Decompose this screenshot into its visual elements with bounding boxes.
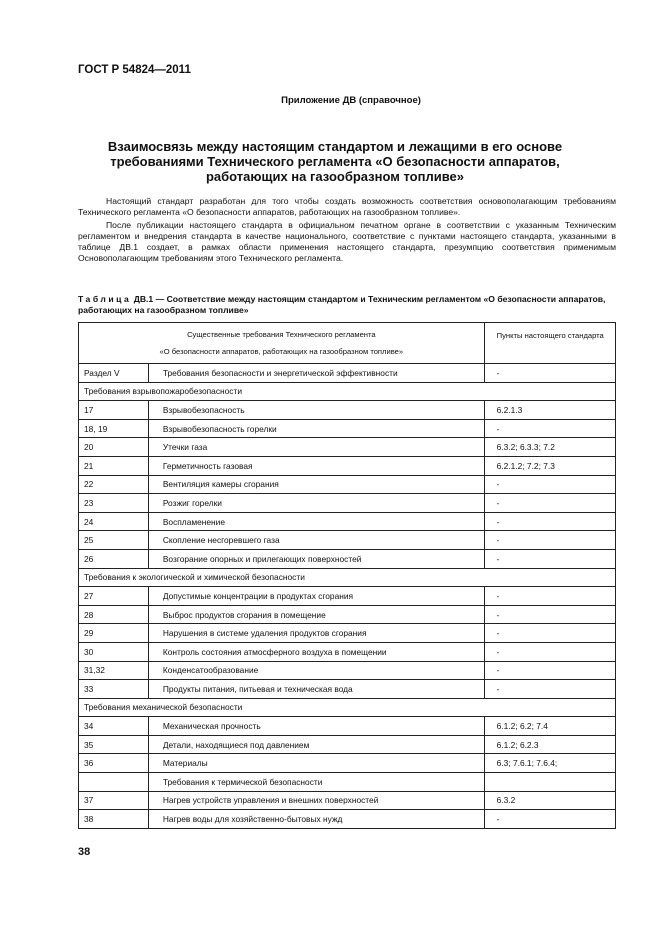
requirement-number: 23 <box>79 494 149 513</box>
standard-clause: 6.2.1.3 <box>484 401 615 420</box>
page-title <box>100 139 570 184</box>
standard-clause: - <box>484 605 615 624</box>
table-caption-label: Таблица <box>78 294 132 304</box>
table-row <box>79 754 616 773</box>
table-section-row <box>79 698 616 717</box>
requirement-text: Контроль состояния атмосферного воздуха в помещении <box>148 642 484 661</box>
requirement-text: Нагрев воды для хозяйственно-бытовых нужд <box>148 810 484 829</box>
table-row <box>79 624 616 643</box>
requirement-number: 34 <box>79 717 149 736</box>
standard-clause: - <box>484 642 615 661</box>
requirement-number: 33 <box>79 680 149 699</box>
requirement-number: 30 <box>79 642 149 661</box>
requirement-text: Нарушения в системе удаления продуктов сгорания <box>148 624 484 643</box>
table-row <box>79 791 616 810</box>
standard-clause: - <box>484 419 615 438</box>
section-heading: Требования взрывопожаробезопасности <box>79 382 616 401</box>
standard-designation: ГОСТ Р 54824—2011 <box>78 64 191 76</box>
requirement-number: 37 <box>79 791 149 810</box>
standard-clause: - <box>484 810 615 829</box>
requirement-text: Вентиляция камеры сгорания <box>148 475 484 494</box>
standard-clause: - <box>484 494 615 513</box>
standard-clause: - <box>484 364 615 383</box>
standard-clause: - <box>484 549 615 568</box>
requirement-text: Герметичность газовая <box>148 456 484 475</box>
standard-clause: - <box>484 624 615 643</box>
table-row <box>79 512 616 531</box>
title-line: работающих на газообразном топливе» <box>205 169 465 184</box>
appendix-label: Приложение ДВ (справочное) <box>281 95 421 106</box>
requirement-text: Взрывобезопасность горелки <box>148 419 484 438</box>
standard-clause: 6.1.2; 6.2.3 <box>484 735 615 754</box>
requirement-text: Скопление несгоревшего газа <box>148 531 484 550</box>
requirement-text: Механическая прочность <box>148 717 484 736</box>
intro-paragraph: Настоящий стандарт разработан для того чтобы создать возможность соответствия основополагающим требованиям Технического регламента «О безопасности аппаратов, работающих на газообразном топливе». <box>78 196 616 217</box>
requirement-number: 28 <box>79 605 149 624</box>
table-section-row <box>79 382 616 401</box>
requirement-number: 38 <box>79 810 149 829</box>
header-requirements-line: «О безопасности аппаратов, работающих на газообразном топливе» <box>159 347 404 356</box>
presumption-paragraph: После публикации настоящего стандарта в официальном печатном органе в соответствии с указанным Техническим регламентом и внедрения стандарта в качестве национального, соответствие с пунктами настоящего стандарта, указанными в таблице ДВ.1 создает, в рамках области применения настоящего стандарта, презумпцию соответствия применимым Основополагающим требованиям этого Технического регламента. <box>78 220 616 263</box>
requirement-text: Взрывобезопасность <box>148 401 484 420</box>
requirement-text: Нагрев устройств управления и внешних поверхностей <box>148 791 484 810</box>
standard-clause: - <box>484 661 615 680</box>
standard-clause: 6.3.2; 6.3.3; 7.2 <box>484 438 615 457</box>
standard-clause: - <box>484 680 615 699</box>
table-row <box>79 717 616 736</box>
requirement-text: Выброс продуктов сгорания в помещение <box>148 605 484 624</box>
table-row <box>79 531 616 550</box>
requirement-number: 20 <box>79 438 149 457</box>
table-row <box>79 587 616 606</box>
requirement-number: 29 <box>79 624 149 643</box>
table-body <box>79 364 616 829</box>
table-caption-text: ДВ.1 — Соответствие между настоящим стандартом и Техническим регламентом «О безопасности аппаратов, работающих на газообразном топливе» <box>78 294 606 315</box>
requirement-text: Продукты питания, питьевая и техническая вода <box>148 680 484 699</box>
requirement-number: Раздел V <box>79 364 149 383</box>
standard-clause: - <box>484 475 615 494</box>
requirement-text: Детали, находящиеся под давлением <box>148 735 484 754</box>
requirement-number: 26 <box>79 549 149 568</box>
section-heading: Требования к экологической и химической безопасности <box>79 568 616 587</box>
requirement-text: Возгорание опорных и прилегающих поверхностей <box>148 549 484 568</box>
table-row <box>79 401 616 420</box>
requirement-number: 18, 19 <box>79 419 149 438</box>
standard-clause: 6.1.2; 6.2; 7.4 <box>484 717 615 736</box>
requirement-text: Розжиг горелки <box>148 494 484 513</box>
table-row <box>79 735 616 754</box>
title-line: требованиями Технического регламента «О безопасности аппаратов, <box>110 154 560 169</box>
table-row <box>79 680 616 699</box>
table-row <box>79 438 616 457</box>
requirements-table <box>78 322 616 829</box>
header-requirements-line: Существенные требования Технического регламента <box>187 330 376 339</box>
requirement-text: Конденсатообразование <box>148 661 484 680</box>
header-requirements <box>79 323 485 364</box>
table-row <box>79 494 616 513</box>
standard-clause: 6.3.2 <box>484 791 615 810</box>
requirement-text: Допустимые концентрации в продуктах сгорания <box>148 587 484 606</box>
table-row <box>79 661 616 680</box>
requirement-text: Требования к термической безопасности <box>148 773 484 792</box>
requirement-text: Утечки газа <box>148 438 484 457</box>
requirement-number: 21 <box>79 456 149 475</box>
standard-clause: - <box>484 512 615 531</box>
requirement-number: 27 <box>79 587 149 606</box>
table-row <box>79 642 616 661</box>
requirement-number: 24 <box>79 512 149 531</box>
requirement-text: Требования безопасности и энергетической эффективности <box>148 364 484 383</box>
standard-clause: 6.2.1.2; 7.2; 7.3 <box>484 456 615 475</box>
requirement-text: Воспламенение <box>148 512 484 531</box>
requirement-number: 22 <box>79 475 149 494</box>
standard-clause: - <box>484 587 615 606</box>
requirement-number <box>79 773 149 792</box>
requirement-number: 36 <box>79 754 149 773</box>
table-row <box>79 364 616 383</box>
standard-clause <box>484 773 615 792</box>
table-row <box>79 810 616 829</box>
table-section-row <box>79 568 616 587</box>
requirement-number: 17 <box>79 401 149 420</box>
section-heading: Требования механической безопасности <box>79 698 616 717</box>
requirement-number: 35 <box>79 735 149 754</box>
page-number: 38 <box>78 846 91 858</box>
table-caption <box>78 294 616 316</box>
requirement-number: 25 <box>79 531 149 550</box>
title-line: Взаимосвязь между настоящим стандартом и лежащими в его основе <box>107 139 563 154</box>
table-row <box>79 549 616 568</box>
table-row <box>79 475 616 494</box>
requirement-text: Материалы <box>148 754 484 773</box>
table-row <box>79 419 616 438</box>
table-row <box>79 605 616 624</box>
header-clauses: Пункты настоящего стандарта <box>484 323 615 364</box>
standard-clause: 6.3; 7.6.1; 7.6.4; <box>484 754 615 773</box>
table-row <box>79 456 616 475</box>
table-row <box>79 773 616 792</box>
table-header-row <box>79 323 616 364</box>
standard-clause: - <box>484 531 615 550</box>
requirement-number: 31,32 <box>79 661 149 680</box>
